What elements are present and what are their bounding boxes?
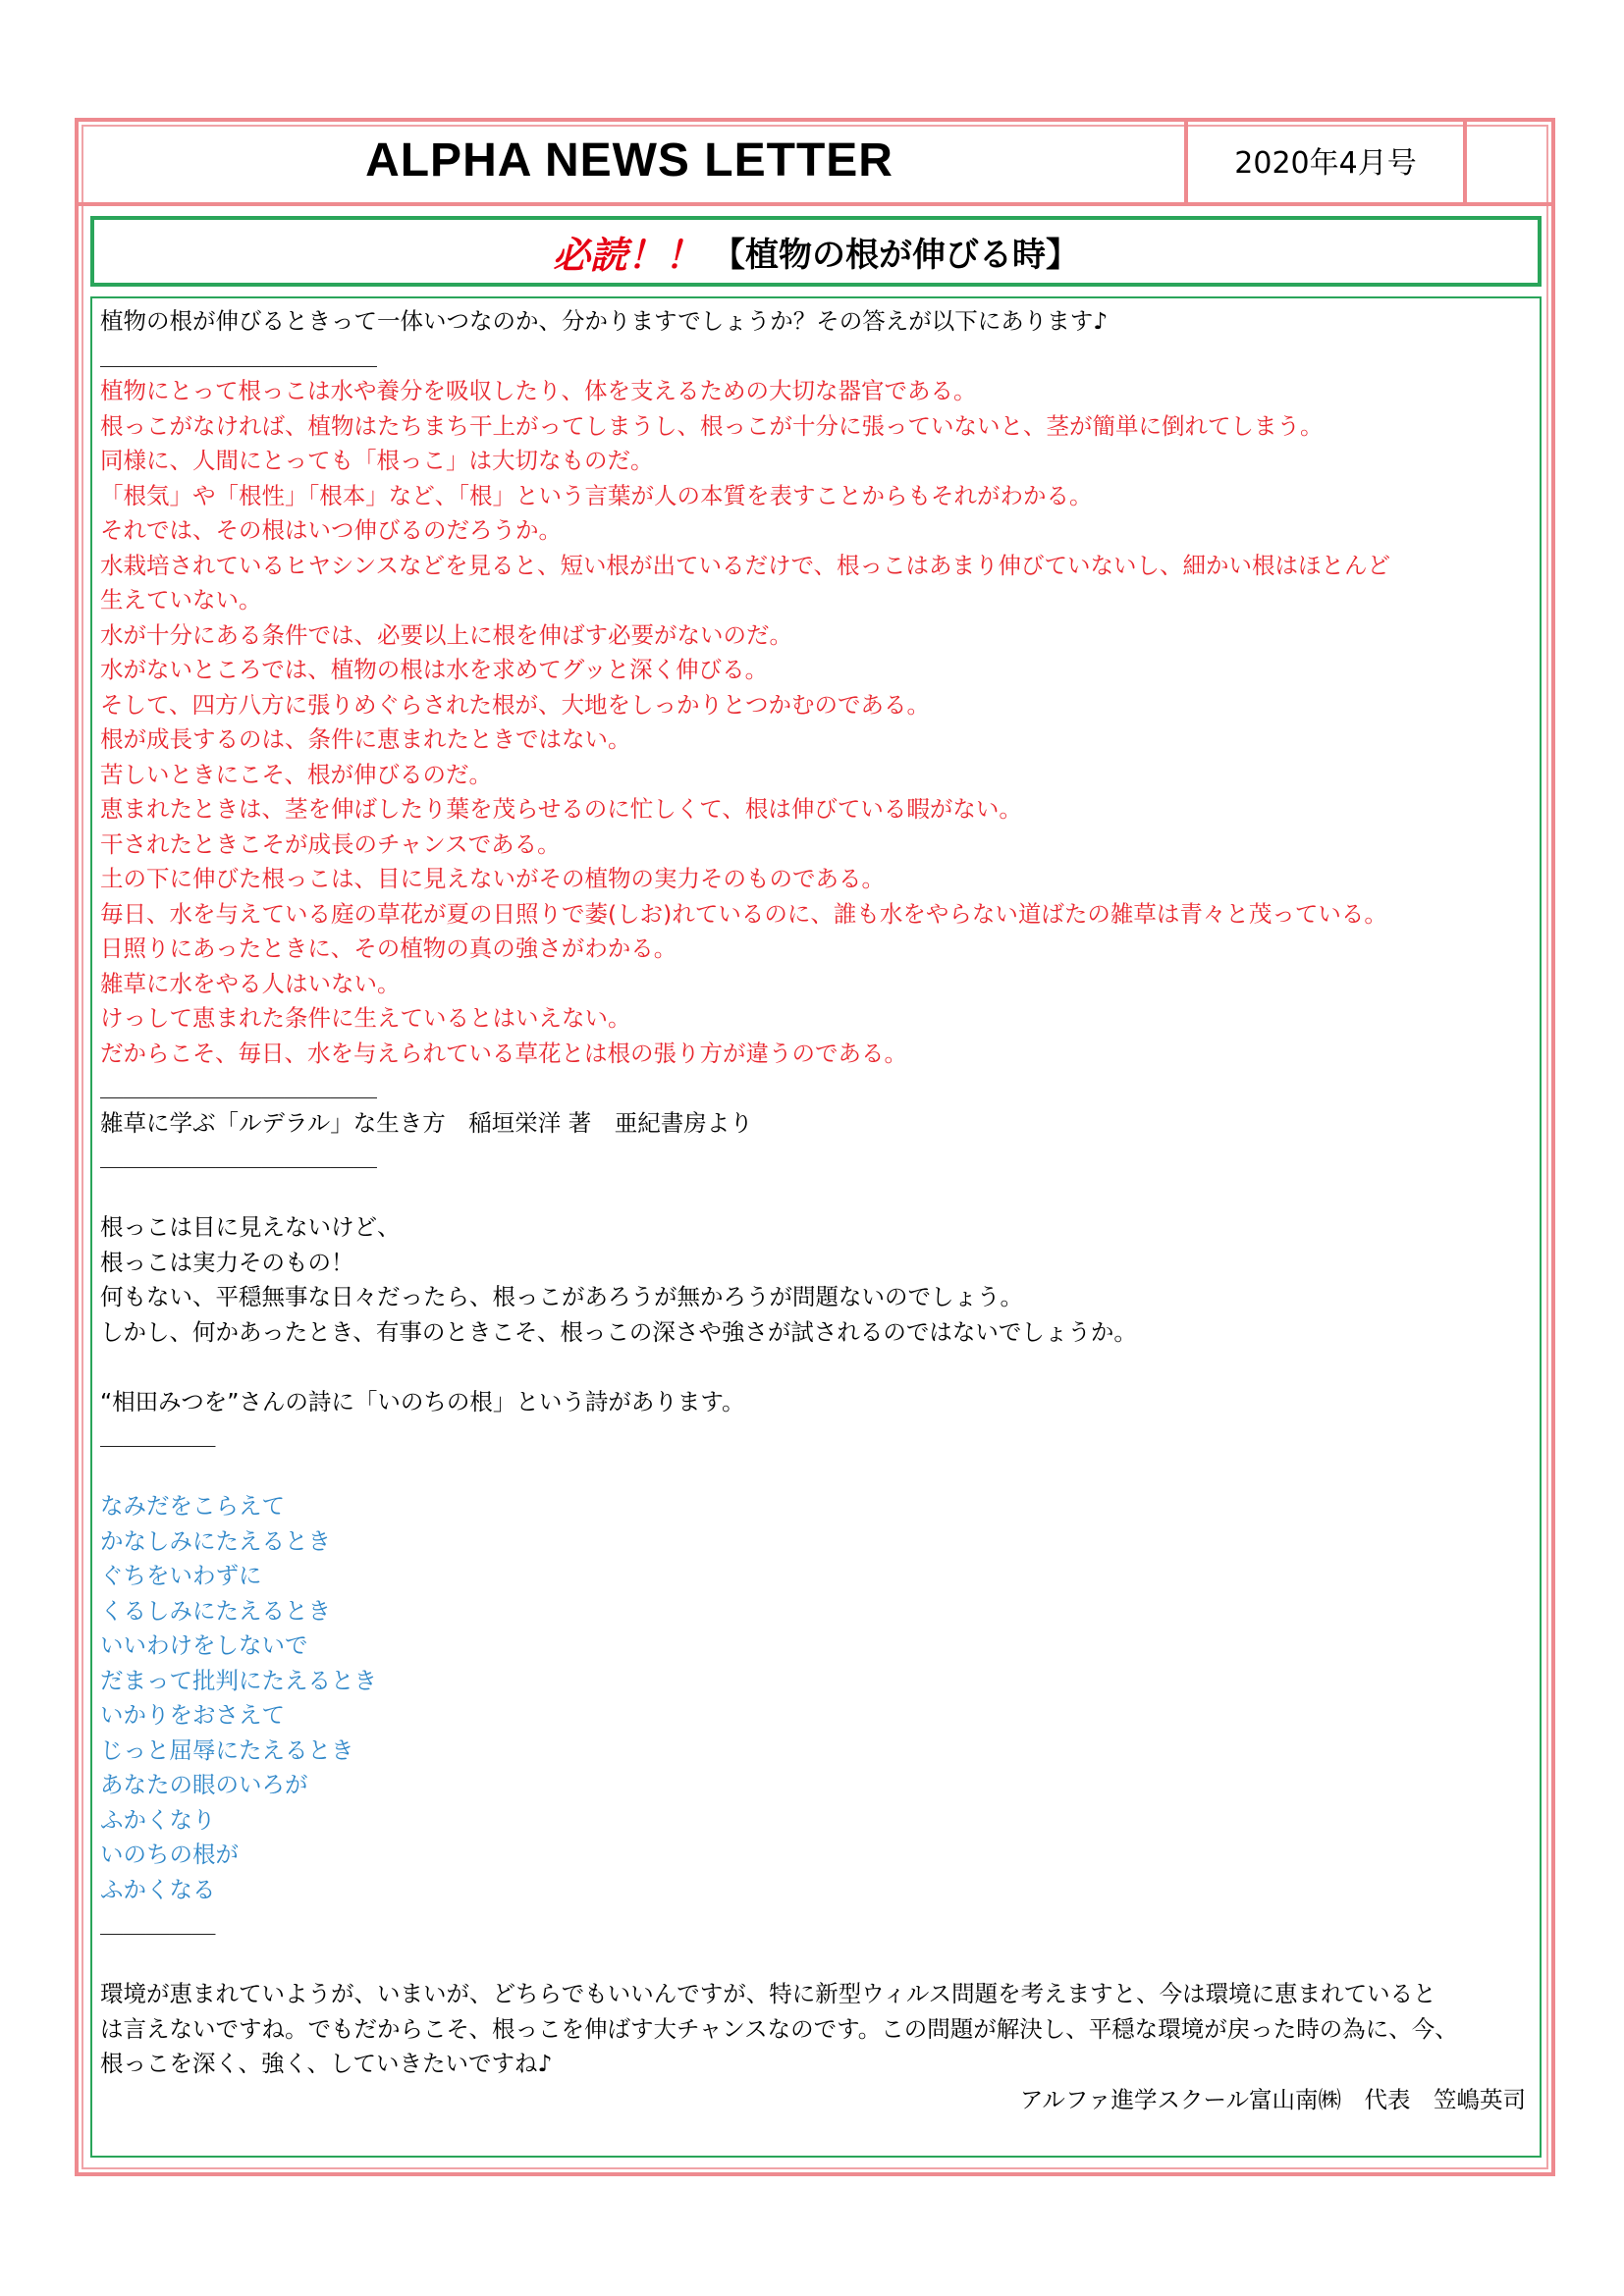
quote-line: 植物にとって根っこは水や養分を吸収したり、体を支えるための大切な器官である。: [100, 377, 977, 404]
quote-line: 水栽培されているヒヤシンスなどを見ると、短い根が出ているだけで、根っこはあまり伸びていないし、細かい根はほとんど: [100, 551, 1391, 579]
separator: ＿＿＿＿＿＿＿＿＿＿＿＿: [100, 342, 377, 370]
quote-line: 根が成長するのは、条件に恵まれたときではない。: [100, 725, 631, 753]
quote-line: 干されたときこそが成長のチャンスである。: [100, 829, 561, 858]
must-read-label: 必読！！: [552, 233, 702, 277]
quote-line: 根っこがなければ、植物はたちまち干上がってしまうし、根っこが十分に張っていないと、茎が簡単に倒れてしまう。: [100, 411, 1324, 440]
quote-line: 雑草に水をやる人はいない。: [100, 969, 401, 997]
spacer: [100, 1176, 1534, 1211]
headline-box: [90, 216, 1542, 287]
quote-line: 土の下に伸びた根っこは、目に見えないがその植物の実力そのものである。: [100, 865, 885, 892]
poem-line: いいわけをしないで: [100, 1631, 308, 1659]
reflection-line: 根っこは実力そのもの！: [100, 1248, 354, 1276]
spacer: [100, 1350, 1534, 1385]
quote-line: 同様に、人間にとっても「根っこ」は大切なものだ。: [100, 447, 654, 474]
headline-topic: 【植物の根が伸びる時】: [712, 235, 1079, 275]
quote-line: 水が十分にある条件では、必要以上に根を伸ばす必要がないのだ。: [100, 620, 792, 649]
quote-line: 水がないところでは、植物の根は水を求めてグッと深く伸びる。: [100, 656, 769, 683]
quote-line: 「根気」や「根性」「根本」など、「根」という言葉が人の本質を表すことからもそれがわかる。: [100, 481, 1093, 509]
newsletter-title: ALPHA NEWS LETTER: [365, 133, 893, 187]
header-blank-cell: [1467, 118, 1555, 202]
poem-line: だまって批判にたえるとき: [100, 1666, 377, 1694]
quote-line: 恵まれたときは、茎を伸ばしたり葉を茂らせるのに忙しくて、根は伸びている暇がない。: [100, 795, 1022, 823]
closing-line: 根っこを深く、強く、していきたいですね♪: [100, 2050, 553, 2077]
poem-line: なみだをこらえて: [100, 1492, 285, 1520]
separator: ＿＿＿＿＿＿＿＿＿＿＿＿: [100, 1144, 377, 1171]
poem-line: ふかくなり: [100, 1805, 216, 1834]
poem-line: いかりをおさえて: [100, 1701, 285, 1729]
separator: ＿＿＿＿＿: [100, 1422, 216, 1450]
quote-line: それでは、その根はいつ伸びるのだろうか。: [100, 516, 562, 544]
quote-line: 生えていない。: [100, 586, 262, 614]
quote-line: けっして恵まれた条件に生えているとはいえない。: [100, 1004, 631, 1032]
author-signature: アルファ進学スクール富山南㈱ 代表 笠嶋英司: [1019, 2086, 1526, 2113]
poem-line: くるしみにたえるとき: [100, 1596, 331, 1625]
article-text: [100, 304, 1534, 2082]
separator: ＿＿＿＿＿: [100, 1910, 216, 1938]
poem-line: ふかくなる: [100, 1875, 216, 1903]
poem-line: いのちの根が: [100, 1841, 239, 1868]
reflection-line: 根っこは目に見えないけど、: [100, 1213, 401, 1241]
source-citation: 雑草に学ぶ「ルデラル」な生き方 稲垣栄洋 著 亜紀書房より: [100, 1108, 753, 1137]
poem-line: あなたの眼のいろが: [100, 1771, 308, 1798]
reflection-line: 何もない、平穏無事な日々だったら、根っこがあろうが無かろうが問題ないのでしょう。: [100, 1283, 1023, 1310]
issue-date: 2020年4月号: [1184, 118, 1467, 202]
separator: ＿＿＿＿＿＿＿＿＿＿＿＿: [100, 1074, 377, 1101]
closing-line: は言えないですね。でもだからこそ、根っこを伸ばす大チャンスなのです。この問題が解決し、平穏な環境が戻った時の為に、今、: [100, 2014, 1458, 2043]
quote-line: 日照りにあったときに、その植物の真の強さがわかる。: [100, 934, 677, 962]
reflection-line: しかし、何かあったとき、有事のときこそ、根っこの深さや強さが試されるのではないでしょうか。: [100, 1317, 1137, 1346]
closing-line: 環境が恵まれていようが、いまいが、どちらでもいいんですが、特に新型ウィルス問題を考えますと、今は環境に恵まれていると: [100, 1980, 1436, 2007]
spacer: [100, 1943, 1534, 1978]
poem-intro: “相田みつを”さんの詩に「いのちの根」という詩があります。: [100, 1387, 745, 1415]
poem-line: ぐちをいわずに: [100, 1562, 262, 1589]
quote-line: 毎日、水を与えている庭の草花が夏の日照りで萎(しお)れているのに、誰も水をやらない道ばたの雑草は青々と茂っている。: [100, 899, 1387, 928]
quote-line: そして、四方八方に張りめぐらされた根が、大地をしっかりとつかむのである。: [100, 690, 931, 719]
poem-line: じっと屈辱にたえるとき: [100, 1735, 354, 1764]
spacer: [100, 1455, 1534, 1490]
intro-text: 植物の根が伸びるときって一体いつなのか、分かりますでしょうか？その答えが以下にあります♪: [100, 307, 1109, 335]
poem-line: かなしみにたえるとき: [100, 1526, 331, 1555]
quote-line: だからこそ、毎日、水を与えられている草花とは根の張り方が違うのである。: [100, 1039, 908, 1067]
header: [75, 118, 1555, 206]
quote-line: 苦しいときにこそ、根が伸びるのだ。: [100, 760, 493, 788]
